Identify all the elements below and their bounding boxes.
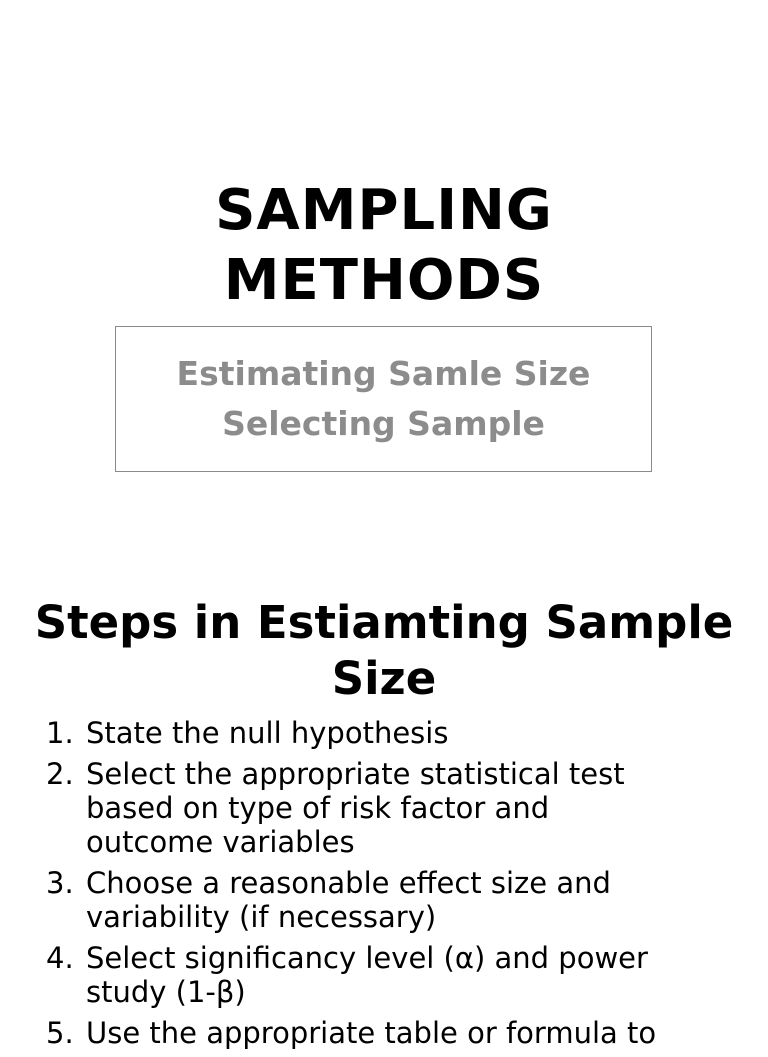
subtitle-line-1: Estimating Samle Size (176, 354, 591, 393)
step-number: 2. (46, 757, 74, 791)
section-title (0, 595, 768, 707)
slide-title-line-2: METHODS (223, 248, 545, 313)
step-text: Select the appropriate statistical test (86, 757, 625, 791)
list-item (0, 866, 768, 934)
list-item (0, 1016, 768, 1050)
section-title-line-1: Steps in Estiamting Sample (34, 596, 734, 649)
steps-list (0, 716, 768, 1057)
step-number: 1. (46, 716, 74, 750)
step-number: 4. (46, 941, 74, 975)
step-text: variability (if necessary) (86, 900, 437, 934)
step-text: outcome variables (86, 825, 355, 859)
step-text: Select significancy level (α) and power (86, 941, 648, 975)
step-text: Use the appropriate table or formula to (86, 1016, 657, 1050)
step-text: study (1-β) (86, 975, 246, 1009)
slide-title-line-1: SAMPLING (215, 178, 553, 243)
subtitle-box (115, 326, 652, 472)
step-text: based on type of risk factor and (86, 791, 550, 825)
list-item (0, 941, 768, 1009)
section-title-line-2: Size (331, 652, 437, 705)
step-number: 3. (46, 866, 74, 900)
slide-title (0, 176, 768, 316)
list-item (0, 757, 768, 859)
list-item (0, 716, 768, 750)
step-number: 5. (46, 1016, 74, 1050)
subtitle-line-2: Selecting Sample (222, 404, 545, 443)
step-text: State the null hypothesis (86, 716, 449, 750)
step-text: Choose a reasonable effect size and (86, 866, 611, 900)
